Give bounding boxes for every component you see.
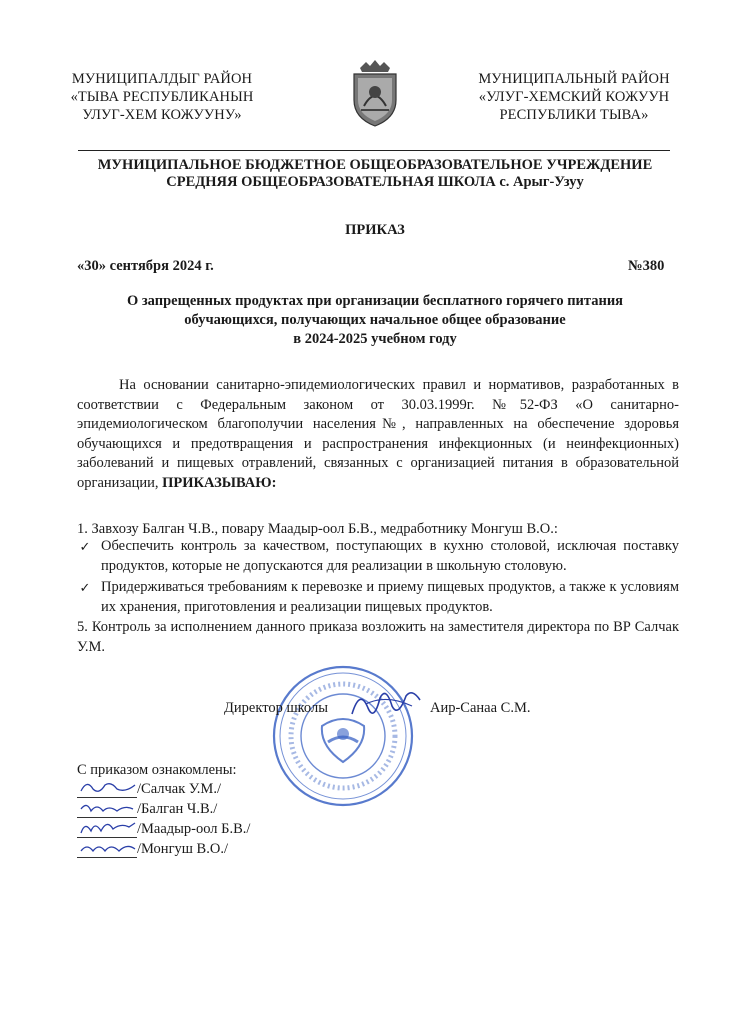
command-word: ПРИКАЗЫВАЮ: — [162, 474, 277, 491]
header-left-line: МУНИЦИПАЛДЫГ РАЙОН — [71, 71, 253, 87]
signature-name: Аир-Санаа С.М. — [430, 700, 531, 716]
document-title: ПРИКАЗ — [345, 222, 405, 238]
acknowledged-name: /Маадыр-оол Б.В./ — [137, 821, 251, 837]
checklist-item — [77, 578, 679, 617]
header-right-line: «УЛУГ-ХЕМСКИЙ КОЖУУН — [478, 89, 670, 105]
order-number: №380 — [628, 258, 665, 274]
acknowledged-name: /Салчак У.М./ — [137, 781, 221, 797]
acknowledged-name: /Монгуш В.О./ — [137, 841, 228, 857]
signature-role: Директор школы — [224, 700, 328, 716]
school-name-line2: СРЕДНЯЯ ОБЩЕОБРАЗОВАТЕЛЬНАЯ ШКОЛА с. Арыг-Узуу — [166, 174, 584, 190]
acknowledged-name: /Балган Ч.В./ — [137, 801, 218, 817]
header-right-line: РЕСПУБЛИКИ ТЫВА» — [499, 107, 649, 123]
checkmark-icon: ✓ — [79, 539, 91, 554]
order-item-5: 5. Контроль за исполнением данного приказа возложить на заместителя директора по ВР Салчак У.М. — [77, 619, 679, 655]
header-divider — [78, 150, 670, 151]
order-item-1: 1. Завхозу Балган Ч.В., повару Маадыр-оол Б.В., медработнику Монгуш В.О.: — [77, 521, 558, 537]
coat-of-arms-icon — [346, 58, 404, 128]
handwritten-signature-icon — [77, 797, 141, 819]
header-right-block — [458, 70, 690, 124]
header-right-line: МУНИЦИПАЛЬНЫЙ РАЙОН — [478, 71, 670, 87]
checklist-item — [77, 537, 679, 576]
acknowledgement-label: С приказом ознакомлены: — [77, 762, 237, 778]
preamble-text: На основании санитарно-эпидемиологических правил и нормативов, разработанных в соответствии с Федеральным законом от 30.03.1999г. №52-ФЗ «О санитарно-эпидемиологическом благополучии населения№, направленных на обеспечение здоровья обучающихся и предотвращения и распространения инфекционных (и неинфекционных) заболеваний и пищевых отравлений, связанных с организацией питания в образовательной организации, — [77, 377, 679, 491]
signature-line — [77, 857, 137, 858]
handwritten-signature-icon — [77, 837, 141, 859]
checkmark-icon: ✓ — [79, 580, 91, 595]
checklist-item-text: Придерживаться требованиям к перевозке и приему пищевых продуктов, а также к условиям их хранения, приготовления и реализации пищевых продуктов. — [101, 579, 679, 615]
checklist-item-text: Обеспечить контроль за качеством, поступающих в кухню столовой, исключая поставку продуктов, которые не допускаются для реализации в школьную столовую. — [101, 538, 679, 574]
header-left-line: УЛУГ-ХЕМ КОЖУУНУ» — [82, 107, 242, 123]
order-subject — [60, 292, 690, 349]
order-date: «30» сентября 2024 г. — [77, 258, 214, 274]
school-name — [60, 157, 690, 191]
subject-line: О запрещенных продуктах при организации бесплатного горячего питания — [126, 293, 624, 309]
director-signature-icon — [346, 684, 426, 724]
subject-line: в 2024-2025 учебном году — [293, 331, 457, 347]
school-name-line1: МУНИЦИПАЛЬНОЕ БЮДЖЕТНОЕ ОБЩЕОБРАЗОВАТЕЛЬНОЕ УЧРЕЖДЕНИЕ — [97, 157, 653, 173]
preamble-paragraph — [77, 376, 679, 494]
handwritten-signature-icon — [77, 777, 141, 799]
subject-line: обучающихся, получающих начальное общее образование — [184, 312, 566, 328]
header-left-line: «ТЫВА РЕСПУБЛИКАНЫН — [70, 89, 254, 105]
header-left-block — [56, 70, 268, 124]
handwritten-signature-icon — [77, 817, 141, 839]
